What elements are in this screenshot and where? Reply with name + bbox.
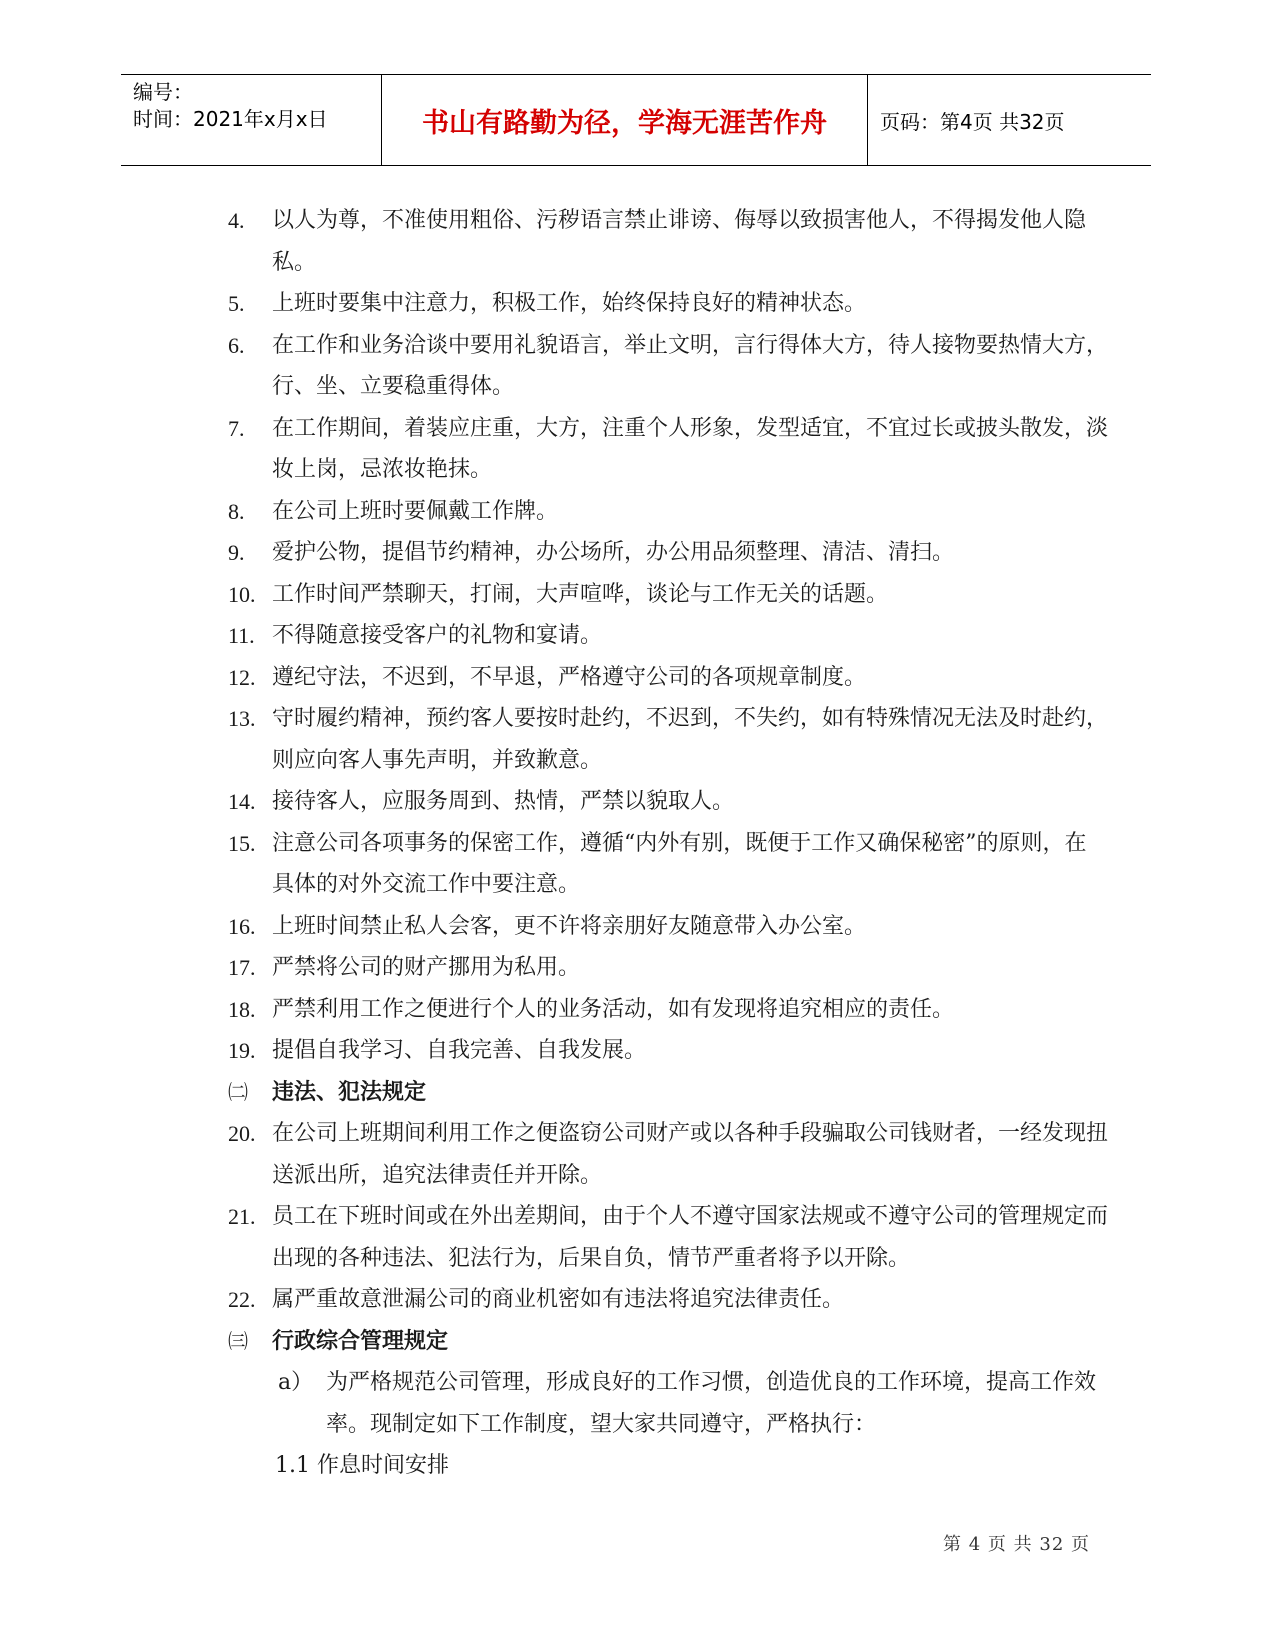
list-item-text: 守时履约精神，预约客人要按时赴约，不迟到，不失约，如有特殊情况无法及时赴约，则应向客人事先声明，并致歉意。 (272, 706, 1109, 773)
list-item-text: 爱护公物，提倡节约精神，办公场所，办公用品须整理、清洁、清扫。 (272, 540, 955, 565)
list-item-text: 属严重故意泄漏公司的商业机密如有违法将追究法律责任。 (272, 1287, 845, 1312)
list-item-number: 5. (228, 291, 245, 316)
list-item-number: 18. (228, 996, 256, 1022)
section-number: ㈡ (228, 1079, 248, 1104)
section-heading-admin (228, 1321, 1108, 1363)
list-item-number: 12. (228, 664, 256, 690)
list-item-text: 注意公司各项事务的保密工作，遵循“内外有别，既便于工作又确保秘密”的原则，在具体的对外交流工作中要注意。 (272, 830, 1087, 897)
list-item-number: 22. (228, 1287, 256, 1312)
list-item (228, 325, 1108, 408)
section-number: ㈢ (228, 1328, 248, 1353)
list-item (228, 1279, 1108, 1321)
list-item-text: 工作时间严禁聊天，打闹，大声喧哗，谈论与工作无关的话题。 (272, 581, 889, 607)
list-item-text: 上班时间禁止私人会客，更不许将亲朋好友随意带入办公室。 (272, 913, 867, 939)
list-item (228, 823, 1108, 906)
list-item (228, 574, 1108, 616)
list-item (228, 200, 1108, 283)
list-item (228, 1113, 1108, 1196)
list-item (228, 698, 1108, 781)
list-item-number: 7. (228, 415, 245, 441)
list-item-number: 16. (228, 913, 256, 939)
list-item-text: 提倡自我学习、自我完善、自我发展。 (272, 1038, 647, 1063)
list-item-number: 13. (228, 706, 256, 731)
list-item-number: 6. (228, 332, 245, 358)
list-item-number: 11. (228, 623, 255, 648)
header-page-number: 页码：第4页 共32页 (880, 109, 1065, 134)
document-body (228, 200, 1108, 1487)
list-item (228, 989, 1108, 1031)
list-item-number: 17. (228, 955, 256, 980)
page-footer: 第 4 页 共 32 页 (943, 1534, 1090, 1555)
list-item (228, 1196, 1108, 1279)
list-item-number: 21. (228, 1204, 256, 1229)
rules-list-general (228, 200, 1108, 1072)
section-title: 违法、犯法规定 (272, 1078, 427, 1105)
list-item (228, 408, 1108, 491)
header-motto: 书山有路勤为径，学海无涯苦作舟 (382, 75, 868, 165)
list-item-text: 在公司上班期间利用工作之便盗窃公司财产或以各种手段骗取公司钱财者，一经发现扭送派出所，追究法律责任并开除。 (272, 1121, 1109, 1188)
list-item (228, 283, 1108, 325)
sub-item-text: 为严格规范公司管理，形成良好的工作习惯，创造优良的工作环境，提高工作效率。现制定如下工作制度，望大家共同遵守，严格执行： (326, 1370, 1097, 1437)
list-item-text: 不得随意接受客户的礼物和宴请。 (272, 623, 603, 648)
sub-item-marker: a） (278, 1370, 314, 1395)
list-item-text: 在工作和业务洽谈中要用礼貌语言，举止文明，言行得体大方，待人接物要热情大方，行、坐、立要稳重得体。 (272, 332, 1109, 399)
list-item-text: 上班时要集中注意力，积极工作，始终保持良好的精神状态。 (272, 291, 867, 316)
list-item-number: 15. (228, 830, 256, 856)
list-item-text: 以人为尊，不准使用粗俗、污秽语言禁止诽谤、侮辱以致损害他人，不得揭发他人隐私。 (272, 208, 1087, 275)
rules-list-illegal (228, 1113, 1108, 1321)
list-item-text: 员工在下班时间或在外出差期间，由于个人不遵守国家法规或不遵守公司的管理规定而出现的各种违法、犯法行为，后果自负，情节严重者将予以开除。 (272, 1204, 1109, 1271)
subsection-heading-1-1: 1.1 作息时间安排 (275, 1453, 449, 1478)
list-item (228, 906, 1108, 948)
list-item-text: 接待客人，应服务周到、热情，严禁以貌取人。 (272, 789, 735, 814)
sub-item-a (228, 1362, 1108, 1445)
section-heading-illegal (228, 1072, 1108, 1114)
list-item-number: 10. (228, 581, 256, 607)
list-item-number: 4. (228, 208, 245, 233)
list-item-number: 20. (228, 1121, 256, 1146)
list-item (228, 532, 1108, 574)
document-number-label: 编号： (133, 80, 193, 104)
list-item (228, 615, 1108, 657)
list-item-number: 14. (228, 789, 256, 814)
list-item-text: 严禁利用工作之便进行个人的业务活动，如有发现将追究相应的责任。 (272, 996, 955, 1022)
list-item-text: 在工作期间，着装应庄重，大方，注重个人形象，发型适宜，不宜过长或披头散发，淡妆上岗，忌浓妆艳抹。 (272, 415, 1109, 482)
list-item (228, 491, 1108, 533)
list-item-number: 8. (228, 498, 245, 524)
list-item-text: 严禁将公司的财产挪用为私用。 (272, 955, 581, 980)
list-item-text: 遵纪守法，不迟到，不早退，严格遵守公司的各项规章制度。 (272, 664, 867, 690)
list-item (228, 657, 1108, 699)
page-header (121, 74, 1151, 166)
document-date-label: 时间：2021年x月x日 (133, 107, 328, 131)
list-item-number: 19. (228, 1038, 256, 1063)
list-item (228, 781, 1108, 823)
list-item-number: 9. (228, 540, 245, 565)
list-item (228, 1030, 1108, 1072)
section-title: 行政综合管理规定 (272, 1327, 449, 1354)
list-item (228, 947, 1108, 989)
list-item-text: 在公司上班时要佩戴工作牌。 (272, 498, 559, 524)
header-meta (121, 75, 382, 165)
